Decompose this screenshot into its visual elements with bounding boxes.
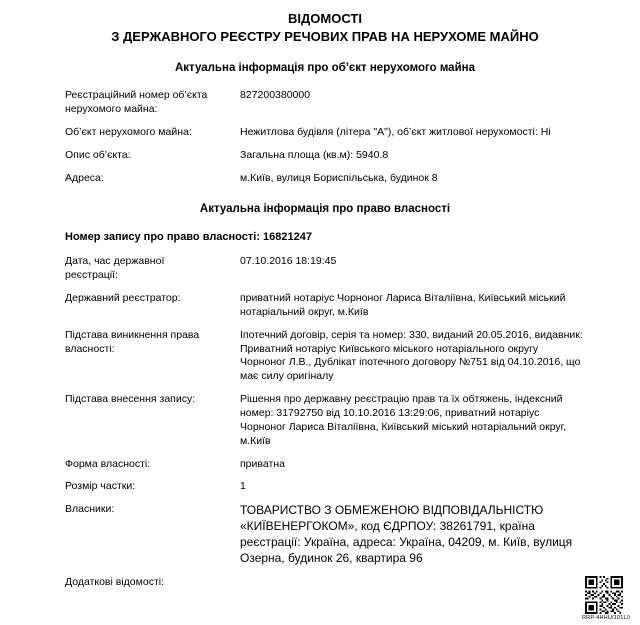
field-row-registrar <box>65 292 585 320</box>
field-label: Підстава виникнення права власності: <box>65 328 200 355</box>
field-label: Державний реєстратор: <box>65 291 181 304</box>
document-title <box>65 10 585 45</box>
field-row-owners <box>65 503 585 566</box>
field-value: 07.10.2016 18:19:45 <box>240 255 337 268</box>
field-value: Нежитлова будівля (літера "А"), об’єкт житлової нерухомості: Ні <box>240 125 551 138</box>
field-value: м.Київ, вулиця Бориспільська, будинок 8 <box>240 171 438 184</box>
field-value: Загальна площа (кв.м): 5940.8 <box>240 148 389 161</box>
field-row-registration-datetime <box>65 255 585 283</box>
field-value <box>240 576 585 590</box>
field-row-address <box>65 172 585 186</box>
qr-caption: RRP-4HHU/101L0 <box>582 614 631 621</box>
field-label: Об’єкт нерухомого майна: <box>65 125 192 138</box>
field-row-additional-info <box>65 576 585 590</box>
field-value: Рішення про державну реєстрацію прав та їх обтяжень, індексний номер: 31792750 від 10.10.2016 13:29:06, приватний нотаріус Чорноног Лариса Віталіївна, Київський міський нотаріальний округ, м.Київ <box>240 393 567 447</box>
field-label: Додаткові відомості: <box>65 575 165 588</box>
field-label: Власники: <box>65 503 115 516</box>
field-value: приватна <box>240 457 285 470</box>
field-label: Розмір частки: <box>65 480 136 493</box>
field-row-description <box>65 149 585 163</box>
field-value: ТОВАРИСТВО З ОБМЕЖЕНОЮ ВІДПОВІДАЛЬНІСТЮ «КИЇВЕНЕРГОКОМ», код ЄДРПОУ: 38261791, країна реєстрації: Україна, адреса: Україна, 04209, м. Київ, вулиця Озерна, будинок 26, квартира 96 <box>240 503 573 565</box>
document-title-line2: З ДЕРЖАВНОГО РЕЄСТРУ РЕЧОВИХ ПРАВ НА НЕРУХОМЕ МАЙНО <box>111 28 539 44</box>
field-value: приватний нотаріус Чорноног Лариса Віталіївна, Київський міський нотаріальний округ, м.Київ <box>240 291 566 318</box>
field-label: Реєстраційний номер об’єкта нерухомого майна: <box>65 89 208 116</box>
qr-code-icon <box>585 576 623 614</box>
field-row-share-size <box>65 480 585 494</box>
field-row-ownership-basis <box>65 329 585 384</box>
ownership-section-title: Актуальна інформація про право власності <box>199 202 451 215</box>
field-row-ownership-form <box>65 458 585 472</box>
field-value: 827200380000 <box>240 89 311 102</box>
object-section-title: Актуальна інформація про об’єкт нерухомого майна <box>175 62 475 75</box>
qr-block <box>582 576 631 622</box>
field-label: Форма власності: <box>65 457 151 470</box>
field-label: Підстава внесення запису: <box>65 393 196 406</box>
field-value: 1 <box>240 480 246 493</box>
field-row-record-basis <box>65 393 585 448</box>
field-row-object <box>65 126 585 140</box>
ownership-record-number: Номер запису про право власності: 16821247 <box>65 230 312 243</box>
field-label: Адреса: <box>65 171 104 184</box>
field-value: Іпотечний договір, серія та номер: 330, виданий 20.05.2016, видавник: Приватний нотаріус Київського міського нотаріального округу Чорноног Л.В., Дублікат іпотечного договору №751 від 04.10.2016, що має силу оригіналу <box>240 328 583 383</box>
field-row-registration-number <box>65 89 585 117</box>
field-label: Опис об’єкта: <box>65 148 131 161</box>
document-title-line1: ВІДОМОСТІ <box>288 11 362 26</box>
field-label: Дата, час державної реєстрації: <box>65 255 165 282</box>
